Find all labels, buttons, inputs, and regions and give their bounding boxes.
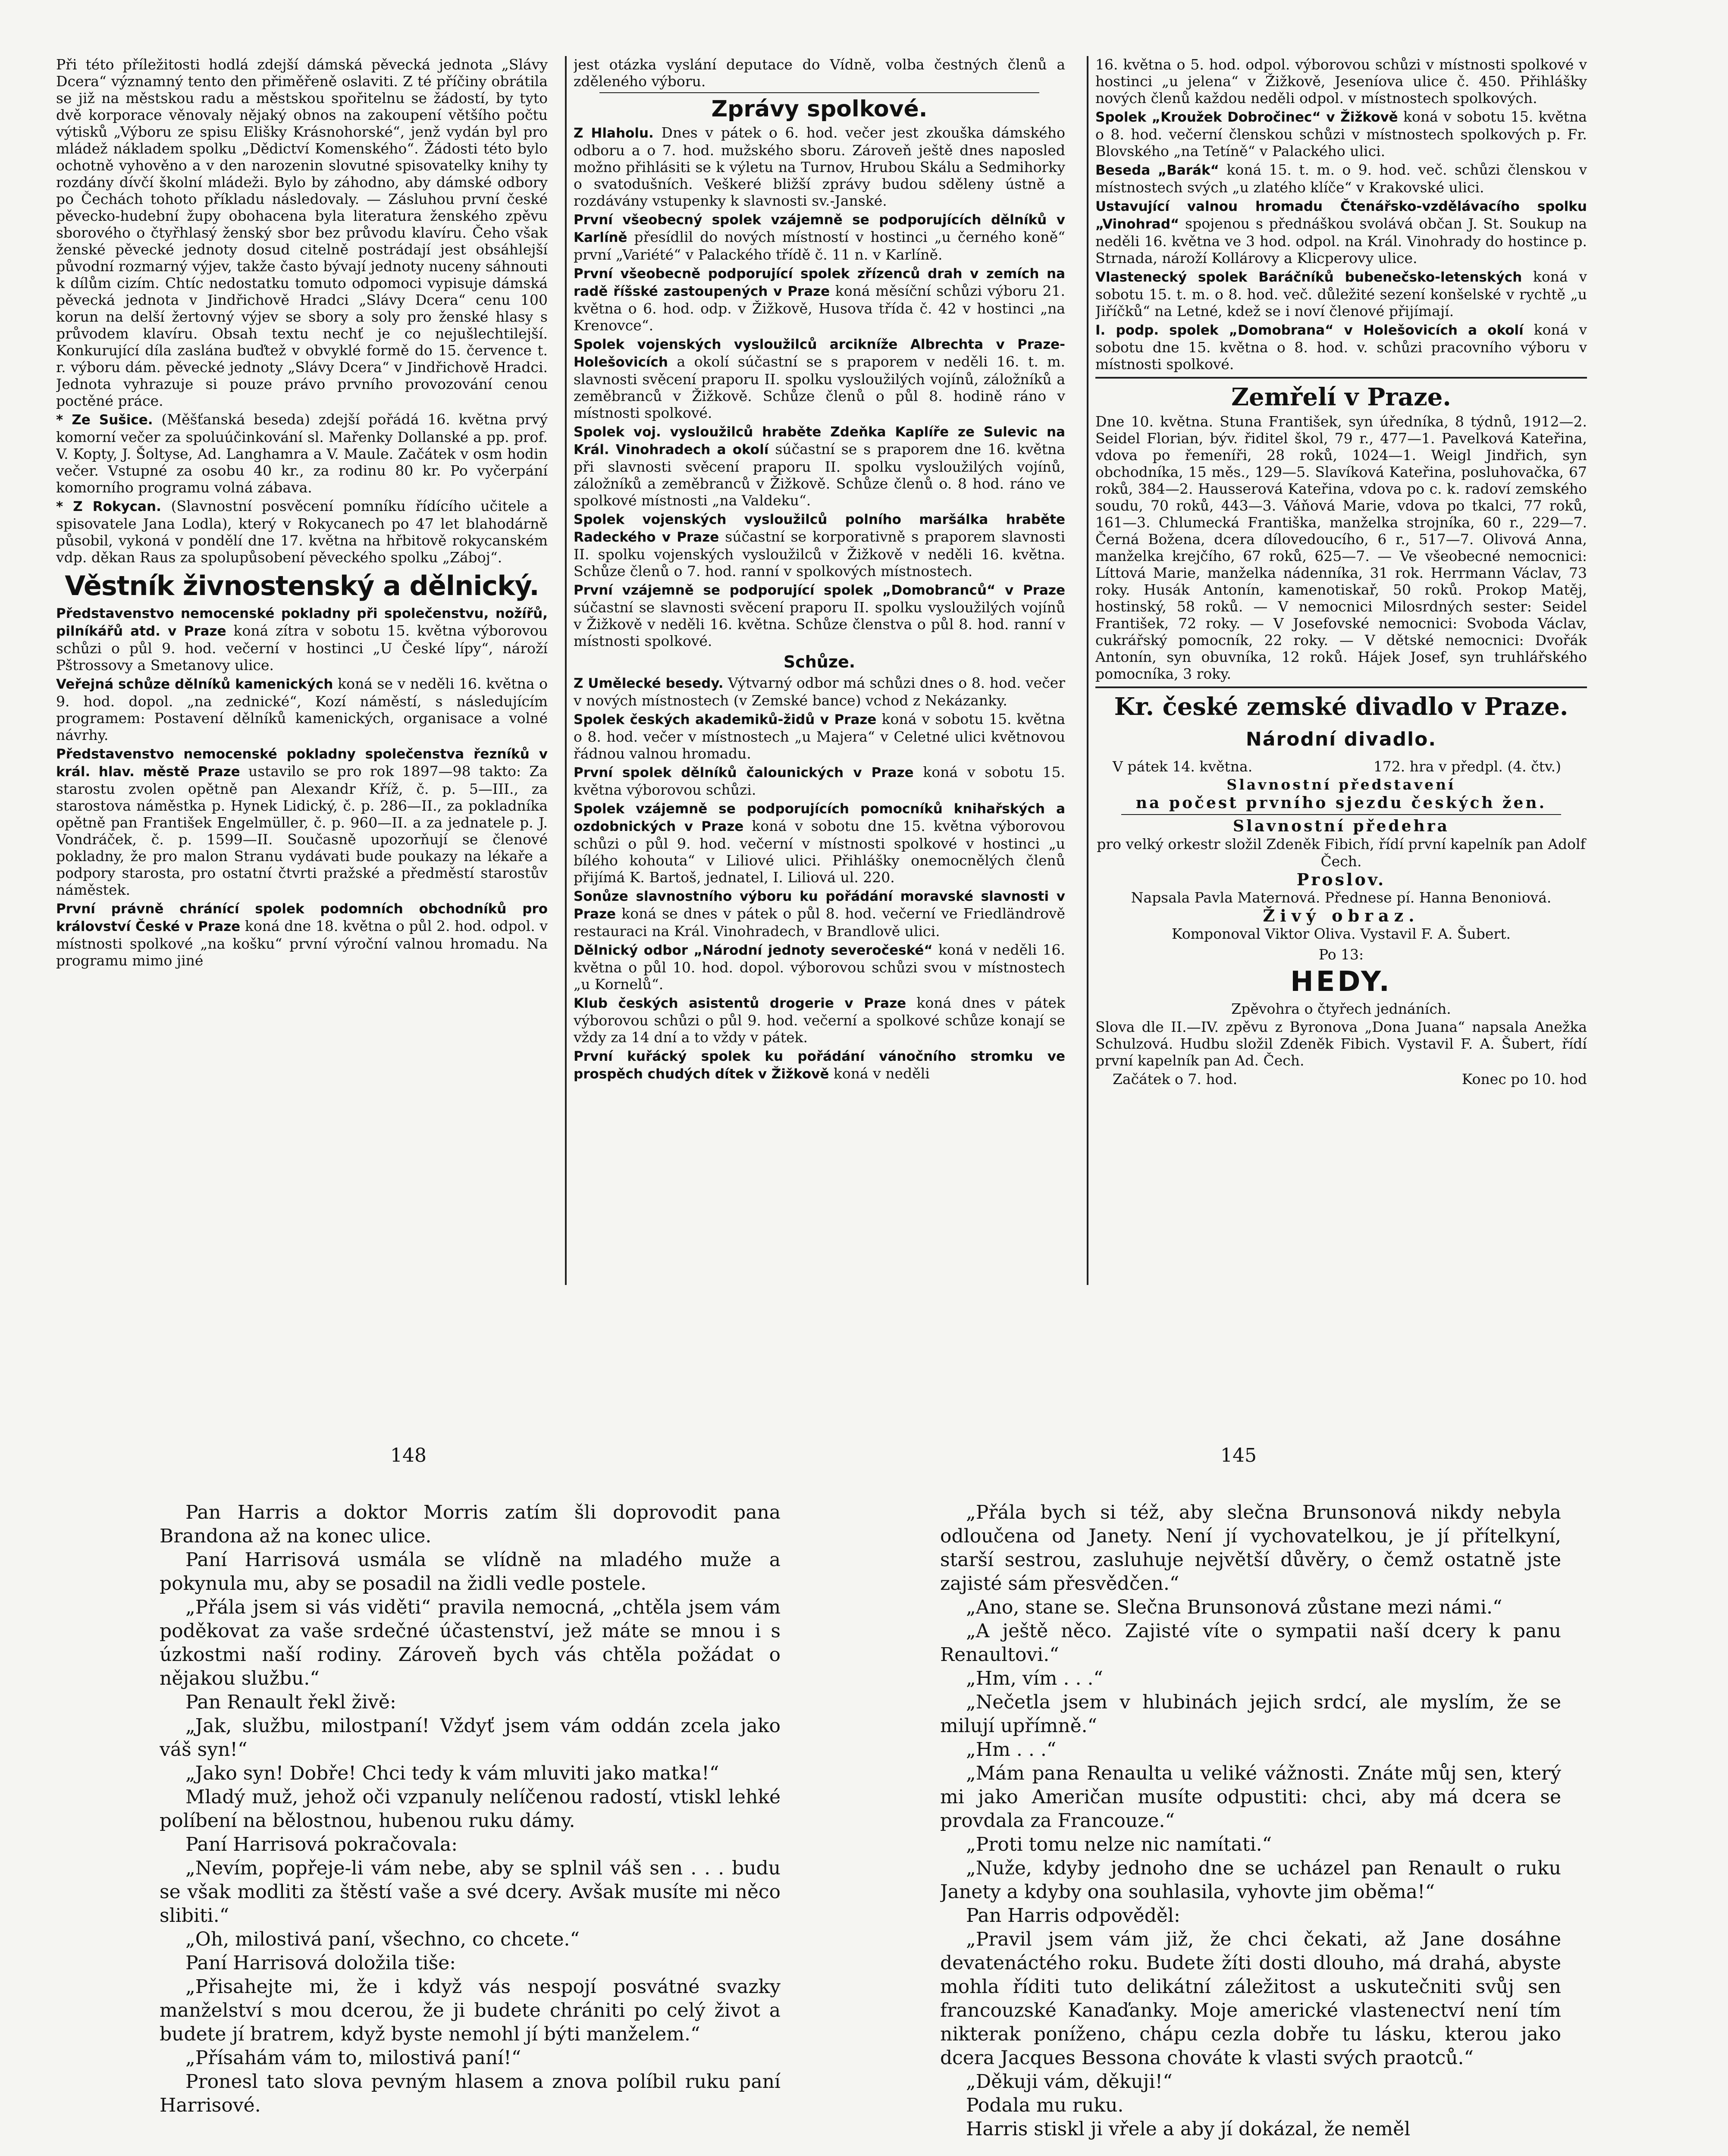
book-paragraph: Harris stiskl ji vřele a aby jí dokázal, že neměl xyxy=(966,2118,1411,2140)
book-paragraph: Pan Harris odpověděl: xyxy=(966,1905,1180,1927)
notice-lead: Beseda „Barák“ xyxy=(1095,163,1219,178)
notice-item xyxy=(574,887,1065,940)
notice-lead: Spolek českých akademiků-židů v Praze xyxy=(574,712,877,727)
notice-body: koná v sobotu dne 15. května o 8. hod. v. schůzi pracovního výboru v místnosti spolkové. xyxy=(1095,321,1587,373)
section-heading-zemreli: Zemřelí v Praze. xyxy=(1231,383,1451,411)
notice-lead: Z Hlaholu. xyxy=(574,125,654,141)
book-paragraph: „Jako syn! Dobře! Chci tedy k vám mluviti jako matka!“ xyxy=(185,1762,719,1784)
notice-item xyxy=(56,900,548,969)
book-page-left xyxy=(160,1501,781,2156)
book-paragraph: Paní Harrisová usmála se vlídně na mladého muže a pokynula mu, aby se posadil na židli vedle postele. xyxy=(160,1549,781,1595)
book-paragraph: „Jak, službu, milostpaní! Vždyť jsem vám oddán zcela jako váš syn!“ xyxy=(160,1715,781,1761)
notice-body: koná dnes v pátek výborovou schůzi o půl 9. hod. večerní a spolkové schůze konají se vždy za 14 dní a to vždy v pátek. xyxy=(574,994,1065,1046)
book-paragraph: Mladý muž, jehož oči vzpanuly nelíčenou radostí, vtiskl lehké políbení na bělostnou, hubenou ruku dámy. xyxy=(160,1786,781,1832)
newspaper-section xyxy=(0,56,1728,1298)
program-order: Po 13: xyxy=(1318,946,1364,963)
article-text: 16. května o 5. hod. odpol. výborovou schůzi v místnosti spolkové v hostinci „u jelena“ v Žižkově, Jeseníova ulice č. 450. Přihlášky nových členů každou neděli odpol. v místnostech spolkových. xyxy=(1095,56,1587,107)
notice-item xyxy=(574,800,1065,886)
program-item-text: pro velký orkestr složil Zdeněk Fibich, řídí první kapelník pan Adolf Čech. xyxy=(1097,836,1586,870)
book-paragraph: Pronesl tato slova pevným hlasem a znova políbil ruku paní Harrisové. xyxy=(160,2071,781,2116)
subscription-info: 172. hra v předpl. (4. čtv.) xyxy=(1373,758,1561,775)
notice-item xyxy=(574,211,1065,263)
section-heading-vestnik: Věstník živnostenský a dělnický. xyxy=(65,570,539,602)
book-paragraph: „Ano, stane se. Slečna Brunsonová zůstane mezi námi.“ xyxy=(966,1596,1502,1618)
notice-item xyxy=(56,675,548,743)
notice-item xyxy=(574,335,1065,421)
notice-lead: První spolek dělníků čalounických v Praze xyxy=(574,765,914,780)
notice-body: koná měsíční schůzi výboru 21. května o 6. hod. odp. v Žižkově, Husova třída č. 42 v hostinci „na Krenovce“. xyxy=(574,282,1065,334)
notice-item xyxy=(1095,197,1587,266)
book-paragraph: „Hm, vím . . .“ xyxy=(966,1667,1103,1689)
notice-item xyxy=(574,764,1065,798)
start-time: Začátek o 7. hod. xyxy=(1113,1071,1238,1087)
notice-item xyxy=(574,423,1065,509)
notice-body: koná v sobotu 15. května o 8. hod. večerní členskou schůzi v místnostech spolkových p. Fr. Blovského „na Tetíně“ v Palackého ulici. xyxy=(1095,108,1587,160)
notice-item xyxy=(1095,321,1587,373)
notice-body: přesídlil do nových místností v hostinci „u černého koně“ první „Variété“ v Palackého třídě č. 11 n. v Karlíně. xyxy=(574,229,1065,263)
book-paragraph: „Oh, milostivá paní, všechno, co chcete.“ xyxy=(185,1928,580,1950)
book-paragraph: „Přisahejte mi, že i když vás nespojí posvátné svazky manželství s mou dcerou, že ji budete chrániti po celý život a budete jí bratrem, když byste nemohl jí býti manželem.“ xyxy=(160,1976,781,2045)
book-paragraph: „Hm . . .“ xyxy=(966,1739,1057,1761)
notice-body: koná se v neděli 16. května o 9. hod. dopol. „na zednické“, Kozí náměstí, s následujícím programem: Postavení dělníků kamenických, organisace a volné návrhy. xyxy=(56,675,548,743)
notice-body: a okolí súčastní se s praporem v neděli 16. t. m. slavnosti svěcení praporu II. spolku vysloužilých vojínů, záložníků a zeměbranců v Žižkově. Schůze členů o půl 8. hodině ráno v místnosti spolkové. xyxy=(574,353,1065,421)
news-column-1 xyxy=(56,56,548,1289)
notice-body: ustavilo se pro rok 1897—98 takto: Za starostu zvolen opětně pan Alexandr Kříž, č. p. 5—III., za starostova náměstka p. Hynek Lidický, č. p. 286—II., za pokladníka opětně pan František Engelmüller, č. p. 960—II. a za jednatele p. J. Vondráček, č. p. 1599—II. Současně upozorňují se členové pokladny, že pro malon Stranu vydávati bude poukazy na lékaře a podpory starosta, pro ostatní čtvrti pražské a předměstí starostův náměstek. xyxy=(56,763,548,898)
notice-body: koná v sobotu 15. t. m. o 8. hod. več. důležité sezení konšelské v rychtě „u Jiříčků“ na Letné, kdež se i noví členové přijímají. xyxy=(1095,268,1587,320)
notice-lead: První kuřácký spolek ku pořádání vánočního stromku ve prospěch chudých dítek v Žižkově xyxy=(574,1049,1065,1082)
article-susice xyxy=(56,411,548,496)
performance-occasion: na počest prvního sjezdu českých žen. xyxy=(1135,794,1547,812)
book-paragraph: „Mám pana Renaulta u veliké vážnosti. Znáte můj sen, který mi jako Američan musíte odpustiti: chci, aby má dcera se provdala za Francouze.“ xyxy=(940,1762,1561,1832)
notice-body: koná dne 18. května o půl 2. hod. odpol. v místnosti spolkové „na košku“ první výroční valnou hromadu. Na programu mimo jiné xyxy=(56,918,548,969)
program-item-title: Slavnostní předehra xyxy=(1233,817,1449,835)
notice-body: Dnes v pátek o 6. hod. večer jest zkouška dámského odboru a o 7. hod. mužského sboru. Zároveň ještě dnes naposled možno přihlásiti se k výletu na Turnov, Hrubou Skálu a Sedmihorky o svatodušních. Veškeré bližší zprávy budou sděleny ústně a rozdávány vstupenky k slavnosti sv.-Janské. xyxy=(574,124,1065,209)
page-number-right: 145 xyxy=(1220,1445,1257,1467)
book-paragraph: Podala mu ruku. xyxy=(966,2094,1124,2116)
notice-body: Výtvarný odbor má schůzi dnes o 8. hod. večer v nových místnostech (v Zemské bance) vchod z Nekázanky. xyxy=(574,674,1065,709)
book-paragraph: Paní Harrisová doložila tiše: xyxy=(185,1952,456,1974)
book-paragraph: „A ještě něco. Zajisté víte o sympatii naší dcery k panu Renaultovi.“ xyxy=(940,1620,1561,1666)
book-paragraph: Pan Renault řekl živě: xyxy=(185,1691,396,1713)
opera-subtitle: Zpěvohra o čtyřech jednáních. xyxy=(1231,1000,1451,1017)
notice-lead: Klub českých asistentů drogerie v Praze xyxy=(574,996,906,1011)
news-column-2 xyxy=(574,56,1065,1289)
book-paragraph: „Přísahám vám to, milostivá paní!“ xyxy=(185,2047,521,2069)
book-paragraph: „Pravil jsem vám již, že chci čekati, až Jane dosáhne devatenáctého roku. Budete žíti dosti dlouho, má drahá, abyste mohla říditi tuto delikátní záležitost a uskutečniti svůj sen francouzské Kanaďanky. Moje americké vlastenectví není tím nikterak poníženo, chápu cezla dobře tu lásku, kterou jako dcera Jacques Bessona chováte k vlasti svých praotců.“ xyxy=(940,1928,1561,2069)
book-paragraph: „Nečetla jsem v hlubinách jejich srdcí, ale myslím, že se milují upřímně.“ xyxy=(940,1691,1561,1737)
article-rokycany xyxy=(56,498,548,566)
section-subheading-schuze: Schůze. xyxy=(783,652,856,671)
notice-body: koná v neděli xyxy=(833,1065,930,1082)
book-paragraph: „Přála jsem si vás viděti“ pravila nemocná, „chtěla jsem vám poděkovat za vaše srdečné účastenství, jež máte se mnou i s úzkostmi naší rodiny. Zároveň bych vás chtěla požádat o nějakou službu.“ xyxy=(160,1596,781,1689)
performance-times xyxy=(1095,1071,1587,1088)
notice-item xyxy=(574,1047,1065,1083)
notice-body: koná v sobotu 15. května o 8. hod. večer v místnostech „u Majera“ v Celetné ulici květnovou řádnou valnou hromadu. xyxy=(574,711,1065,762)
notice-body: spojenou s přednáškou svolává občan J. St. Soukup na neděli 16. května ve 3 hod. odpol. na Král. Vinohrady do hostince p. Strnada, nároží Kollárovy a Klicperovy ulice. xyxy=(1095,215,1587,266)
notice-lead: Dělnický odbor „Národní jednoty severočeské“ xyxy=(574,943,933,958)
notice-lead: Spolek voj. vysloužilců hraběte Zdeňka Kaplíře ze Sulevic na Král. Vinohradech a okolí xyxy=(574,424,1065,458)
notice-body: súčastní se korporativně s praporem slavnosti II. spolku vojenských vysloužilců v Žižkově v neděli 16. května. Schůze členů o 7. hod. ranní v spolkových místnostech. xyxy=(574,528,1065,580)
performance-date-row xyxy=(1095,758,1587,775)
divider xyxy=(599,92,1039,93)
notice-body: koná v sobotu 15. května výborovou schůzi. xyxy=(574,764,1065,798)
notice-lead: Vlastenecký spolek Baráčníků bubenečsko-letenských xyxy=(1095,270,1522,285)
notice-item xyxy=(56,745,548,898)
article-body: (Měšťanská beseda) zdejší pořádá 16. května prvý komorní večer za spoluúčinkování sl. Mařenky Dollanské a pp. prof. V. Kopty, J. Šoltyse, Ad. Langhamra a V. Maule. Začátek v osm hodin večer. Vstupné za osobu 40 kr., za rodinu 80 kr. Po vyčerpání komorního programu volná zábava. xyxy=(56,411,548,496)
book-paragraph: Pan Harris a doktor Morris zatím šli doprovodit pana Brandona až na konec ulice. xyxy=(160,1501,781,1547)
performance-label: Slavnostní představení xyxy=(1226,776,1456,793)
performance-date: V pátek 14. května. xyxy=(1113,758,1253,775)
book-paragraph: „Děkuji vám, děkuji!“ xyxy=(966,2071,1173,2093)
program-item-title: Proslov. xyxy=(1296,870,1386,889)
notice-body: súčastní se slavnosti svěcení praporu II. spolku vysloužilých vojínů v Žižkově v neděli 16. května. Schůze členstva o půl 8. hod. ranní v místnosti spolkové. xyxy=(574,599,1065,649)
divider xyxy=(1095,686,1587,688)
notice-item xyxy=(574,265,1065,334)
notice-item xyxy=(1095,108,1587,160)
article-text: Při této příležitosti hodlá zdejší dámská pěvecká jednota „Slávy Dcera“ významný tento den přiměřeně oslaviti. Z té příčiny obrátila se již na městskou radu a městskou spořitelnu se žádostí, by tyto dvě korporace věnovaly nějaký obnos na zakoupení většího počtu výtisků „Výboru ze spisu Elišky Krásnohorské“, jenž vydán byl pro mládež nákladem spolku „Dědictví Komenského“. Žádosti této bylo ochotně vyhověno a v den narozenin slovutné spisovatelky knihy ty rozdány dívčí školní mládeži. Bylo by záhodno, aby dámské odbory po Čechách tohoto příkladu následovaly. — Zásluhou první české pěvecko-hudební župy obohacena byla literatura ženského zpěvu sborového o čtyřhlasý ženský sbor bez průvodu klavíru. Čeho však ženské pěvecké jednoty dosud citelně postrádají jest obsáhlejší původní rozmarný výjev, takže často bývají jednoty nuceny sáhnouti k dílům cizím. Chtíc nedostatku tomuto odpomoci vypisuje dámská pěvecká jednota v Jindřichově Hradci „Slávy Dcera“ cenu 100 korun na delší žertovný výjev se sbory a soly pro ženské hlasy s průvodem klavíru. Obsah textu nechť je co nejušlechtilejší. Konkurující díla zaslána buďtež v obvyklé formě do 15. července t. r. výboru dám. pěvecké jednoty „Slávy Dcera“ v Jindřichově Hradci. Jednota vyhrazuje si pouze právo prvního provozování cenou poctěné práce. xyxy=(56,56,548,409)
opera-title: HEDY. xyxy=(1290,966,1392,998)
notice-item xyxy=(56,605,548,674)
notice-item xyxy=(574,124,1065,209)
news-column-3 xyxy=(1095,56,1587,1289)
notice-body: koná 15. t. m. o 9. hod. več. schůzi členskou v místnostech svých „u zlatého klíče“ v Krakovské ulici. xyxy=(1095,161,1587,196)
notice-item xyxy=(574,511,1065,580)
book-paragraph: „Přála bych si též, aby slečna Brunsonová nikdy nebyla odloučena od Janety. Není jí vychovatelkou, je jí přítelkyní, starší sestrou, zasluhuje největší důvěry, o čemž ostatně jste zajisté sám přesvědčen.“ xyxy=(940,1501,1561,1595)
notice-item xyxy=(574,674,1065,709)
notice-lead: Ustavující valnou hromadu Čtenářsko-vzdělávacího spolku „Vinohrad“ xyxy=(1095,199,1587,232)
notice-lead: Spolek vojenských vysloužilců polního maršálka hraběte Radeckého v Praze xyxy=(574,512,1065,545)
book-paragraph: „Nevím, popřeje-li vám nebe, aby se splnil váš sen . . . budu se však modliti za štěstí vaše a své dcery. Avšak musíte mi něco slibiti.“ xyxy=(160,1857,781,1927)
program-item-text: Napsala Pavla Maternová. Přednese pí. Hanna Benoniová. xyxy=(1131,889,1552,906)
notice-lead: Spolek vzájemně se podporujících pomocníků knihařských a ozdobnických v Praze xyxy=(574,801,1065,834)
notice-item xyxy=(574,711,1065,762)
notice-item xyxy=(1095,161,1587,196)
program-item-text: Komponoval Viktor Oliva. Vystavil F. A. Šubert. xyxy=(1172,925,1511,942)
program-item-title: Živý obraz. xyxy=(1263,906,1420,925)
book-page-right xyxy=(940,1501,1561,2156)
notice-lead: První všeobecně podporující spolek zřízenců drah v zemích na radě říšské zastoupených v Praze xyxy=(574,266,1065,299)
book-paragraph: Paní Harrisová pokračovala: xyxy=(185,1833,458,1855)
notice-lead: První právně chránící spolek podomních obchodníků pro království České v Praze xyxy=(56,901,548,934)
opera-credits: Slova dle II.—IV. zpěvu z Byronova „Dona Juana“ napsala Anežka Schulzová. Hudbu složil Zdeněk Fibich. Vystavil F. A. Šubert, řídí první kapelník pan Ad. Čech. xyxy=(1095,1018,1587,1069)
notice-lead: Veřejná schůze dělníků kamenických xyxy=(56,677,333,692)
notice-lead: Spolek „Kroužek Dobročinec“ v Žižkově xyxy=(1095,110,1398,125)
page-number-left: 148 xyxy=(390,1445,427,1467)
divider xyxy=(1121,814,1561,815)
notice-lead: První všeobecný spolek vzájemně se podporujících dělníků v Karlíně xyxy=(574,212,1065,245)
theatre-subheading: Národní divadlo. xyxy=(1245,728,1437,750)
book-paragraph: „Nuže, kdyby jednoho dne se ucházel pan Renault o ruku Janety a kdyby ona souhlasila, vyhovte jim oběma!“ xyxy=(940,1857,1561,1903)
notice-lead: Představenstvo nemocenské pokladny společenstva řezníků v král. hlav. městě Praze xyxy=(56,746,548,780)
article-lead: * Ze Sušice. xyxy=(56,412,153,428)
article-body: (Slavnostní posvěcení pomníku řídícího učitele a spisovatele Jana Lodla), který v Rokycanech po 47 let blahodárně působil, vykoná v pondělí dne 17. května na hřbitově rokycanském vdp. děkan Raus za spolupůsobení pěveckého spolku „Záboj“. xyxy=(56,498,548,566)
notice-item xyxy=(574,994,1065,1046)
notice-body: koná v sobotu dne 15. května výborovou schůzi o půl 9. hod. večerní v místnosti spolkové v hostinci „u bílého kohouta“ v Liliové ulici. Přihlášky onemocnělých členů přijímá K. Bartoš, jednatel, I. Liliová ul. 220. xyxy=(574,818,1065,886)
notice-item xyxy=(574,581,1065,649)
book-paragraph: „Proti tomu nelze nic namítati.“ xyxy=(966,1833,1272,1855)
notice-lead: Spolek vojenských vysloužilců arcikníže Albrechta v Praze-Holešovicích xyxy=(574,337,1065,370)
notice-lead: Z Umělecké besedy. xyxy=(574,676,724,691)
section-heading-divadlo: Kr. české zemské divadlo v Praze. xyxy=(1114,693,1568,721)
notice-item xyxy=(574,941,1065,993)
notice-body: súčastní se s praporem dne 16. května při slavnosti svěcení praporu II. spolku vysloužilých vojínů, záložníků a zeměbranců v Žižkově. Schůze členů o. 8 hod. ráno ve spolkové místnosti „na Valdeku“. xyxy=(574,441,1065,509)
end-time: Konec po 10. hod xyxy=(1461,1071,1587,1087)
section-heading-zpravy: Zprávy spolkové. xyxy=(711,96,928,122)
notice-lead: První vzájemně se podporující spolek „Domobranců“ v Praze xyxy=(574,583,1065,598)
notice-lead: Sonůze slavnostního výboru ku pořádání moravské slavnosti v Praze xyxy=(574,889,1065,922)
notice-lead: I. podp. spolek „Domobrana“ v Holešovicích a okolí xyxy=(1095,323,1524,338)
article-lead: * Z Rokycan. xyxy=(56,499,161,514)
notice-body: koná v neděli 16. května o půl 10. hod. dopol. výborovou schůzi svou v místnostech „u Kornelů“. xyxy=(574,941,1065,993)
divider xyxy=(1095,377,1587,379)
notice-body: koná se dnes v pátek o půl 8. hod. večerní ve Friedländrově restauraci na Král. Vinohradech, v Brandlově ulici. xyxy=(574,905,1065,940)
notice-body: koná zítra v sobotu 15. května výborovou schůzi o půl 9. hod. večerní v hostinci „U České lípy“, nároží Pštrossovy a Smetanovy ulice. xyxy=(56,622,548,674)
article-text: jest otázka vyslání deputace do Vídně, volba čestných členů a zděleného výboru. xyxy=(574,56,1065,90)
deaths-list: Dne 10. května. Stuna František, syn úředníka, 8 týdnů, 1912—2. Seidel Florian, býv. řiditel škol, 79 r., 477—1. Pavelková Kateřina, vdova po řemeníři, 28 roků, 1024—1. Weigl Jindřich, syn obchodníka, 15 měs., 129—5. Slavíková Kateřina, posluhovačka, 67 roků, 384—2. Hausserová Kateřina, vdova po c. k. radoví zemského soudu, 70 roků, 443—3. Váňová Marie, vdova po tkalci, 77 roků, 161—3. Chlumecká Františka, manželka strojníka, 60 r., 229—7. Černá Božena, dcera dílovedoucího, 6 r., 517—7. Olivová Anna, manželka krejčího, 67 roků, 625—7. — Ve všeobecné nemocnici: Líttová Marie, manželka nádenníka, 31 rok. Herrmann Václav, 73 roky. Husák Antonín, kamenotiskař, 50 roků. Prokop Matěj, hostinský, 58 roků. — V nemocnici Milosrdných sester: Seidel František, 72 roky. — V Josefovské nemocnici: Svoboda Václav, cukrářský pomocník, 22 roky. — V dětské nemocnici: Dvořák Antonín, syn obuvníka, 12 roků. Hájek Josef, syn truhlářského pomocníka, 3 roky. xyxy=(1095,413,1587,682)
notice-item xyxy=(1095,268,1587,320)
notice-lead: Představenstvo nemocenské pokladny při společenstvu, nožířů, pilníkářů atd. v Praze xyxy=(56,606,548,639)
